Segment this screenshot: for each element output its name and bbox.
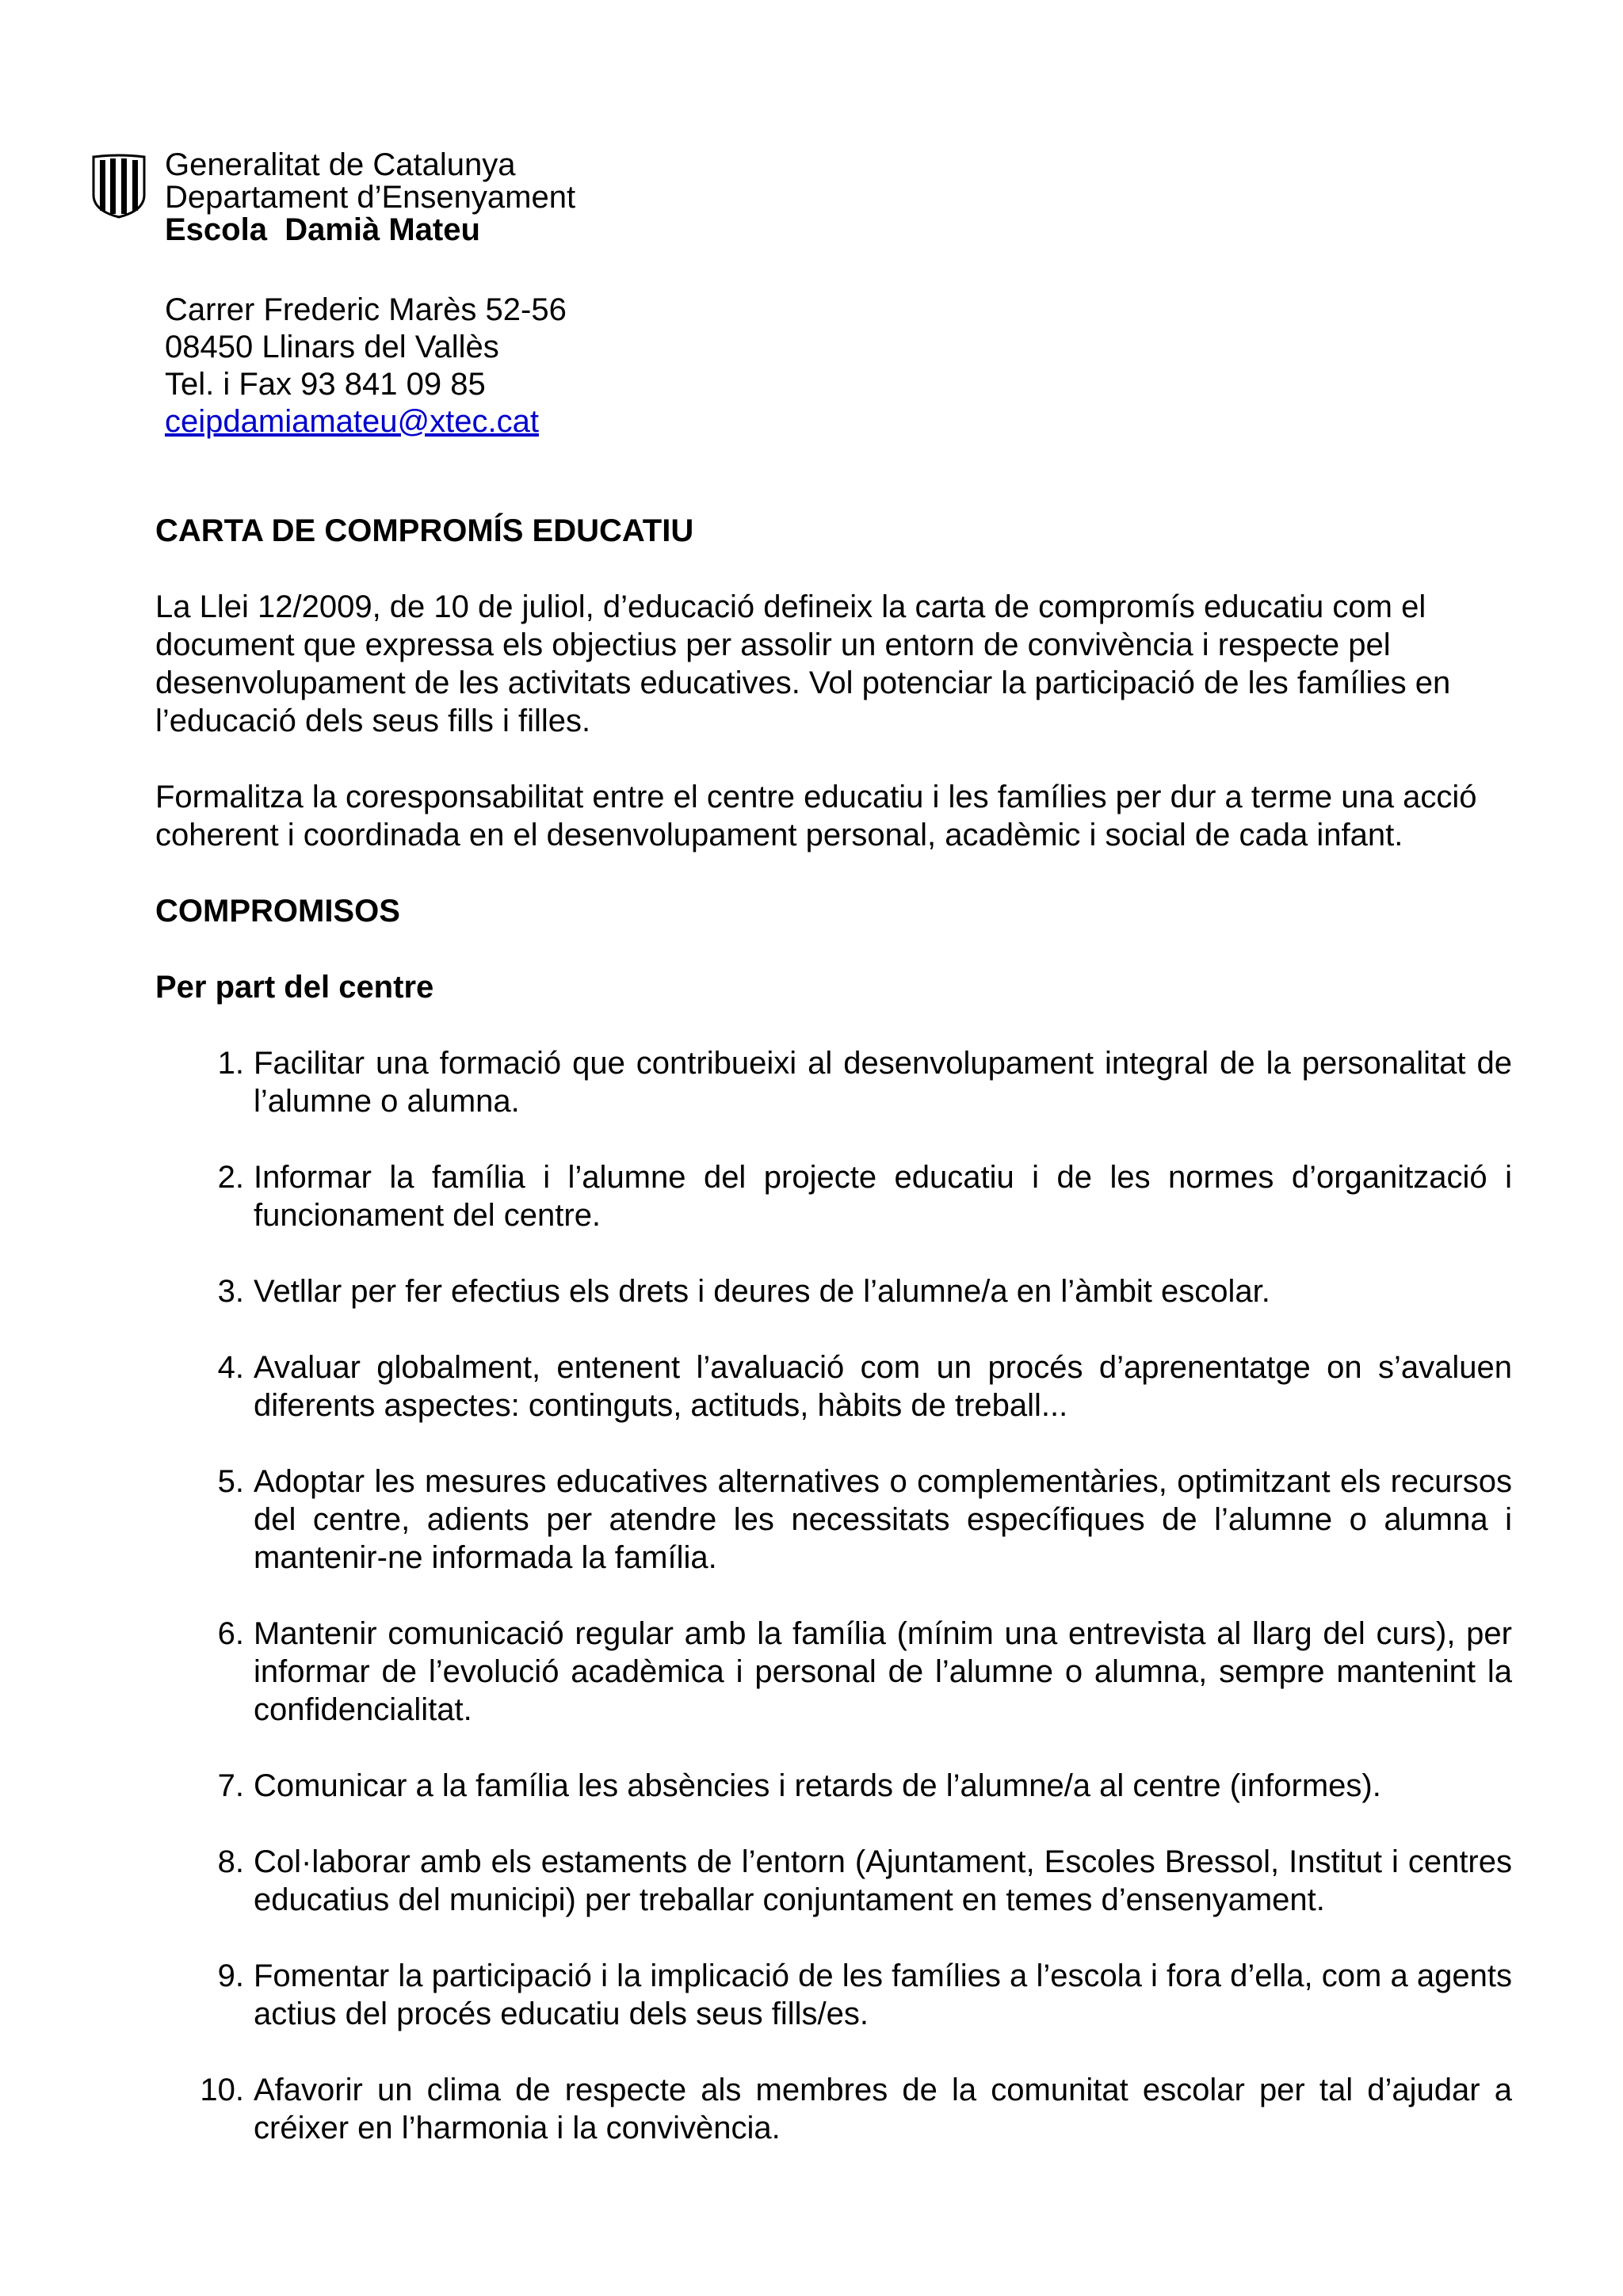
list-item xyxy=(155,1463,1512,1577)
list-item-text: Fomentar la participació i la implicació de les famílies a l’escola i fora d’ella, com a agents actius del procés educatiu dels seus fills/es. xyxy=(254,1958,1512,2031)
list-item-number: 8. xyxy=(217,1844,244,1879)
list-item-text: Afavorir un clima de respecte als membres de la comunitat escolar per tal d’ajudar a créixer en l’harmonia i la convivència. xyxy=(254,2073,1512,2145)
list-item xyxy=(155,1272,1512,1310)
intro-paragraph-1: La Llei 12/2009, de 10 de juliol, d’educació defineix la carta de compromís educatiu com el document que expressa els objectius per assolir un entorn de convivència i respecte pel desenvolupament de les activitats educatives. Vol potenciar la participació de les famílies en l’educació dels seus fills i filles. xyxy=(155,589,1451,738)
generalitat-logo-icon xyxy=(90,154,147,219)
department-name: Departament d’Ensenyament xyxy=(165,180,576,215)
list-item-number: 10. xyxy=(200,2073,244,2107)
list-item xyxy=(155,1158,1512,1234)
list-item-text: Comunicar a la família les absències i retards de l’alumne/a al centre (informes). xyxy=(254,1768,1381,1803)
list-item-number: 9. xyxy=(217,1958,244,1993)
list-item-number: 6. xyxy=(217,1616,244,1651)
list-item xyxy=(155,1767,1512,1805)
list-item-number: 2. xyxy=(217,1160,244,1195)
list-item-text: Adoptar les mesures educatives alternatives o complementàries, optimitzant els recursos del centre, adients per atendre les necessitats específiques de l’alumne o alumna i mantenir-ne informada la família. xyxy=(254,1464,1512,1575)
list-item-number: 5. xyxy=(217,1464,244,1499)
list-item-text: Vetllar per fer efectius els drets i deures de l’alumne/a en l’àmbit escolar. xyxy=(254,1274,1270,1309)
school-address xyxy=(165,292,567,441)
list-item xyxy=(155,1843,1512,1919)
address-street: Carrer Frederic Marès 52-56 xyxy=(165,292,567,327)
list-item-number: 3. xyxy=(217,1274,244,1309)
list-item-text: Col·laborar amb els estaments de l’entorn (Ajuntament, Escoles Bressol, Institut i centres educatius del municipi) per treballar conjuntament en temes d’ensenyament. xyxy=(254,1844,1512,1917)
address-city: 08450 Llinars del Vallès xyxy=(165,330,499,364)
institution-name: Generalitat de Catalunya xyxy=(165,147,516,182)
commitments-list xyxy=(155,1044,1512,2147)
list-item-text: Avaluar globalment, entenent l’avaluació com un procés d’aprenentatge on s’avaluen diferents aspectes: continguts, actituds, hàbits de treball... xyxy=(254,1350,1512,1423)
document-title: CARTA DE COMPROMÍS EDUCATIU xyxy=(155,513,694,548)
list-item xyxy=(155,1957,1512,2033)
document-body xyxy=(155,512,1512,2185)
school-name: Escola Damià Mateu xyxy=(165,212,480,247)
list-item xyxy=(155,2071,1512,2147)
list-item-text: Mantenir comunicació regular amb la família (mínim una entrevista al llarg del curs), per informar de l’evolució acadèmica i personal de l’alumne o alumna, sempre mantenint la confidencialitat. xyxy=(254,1616,1512,1727)
list-item xyxy=(155,1044,1512,1120)
address-phone: Tel. i Fax 93 841 09 85 xyxy=(165,367,486,402)
email-link[interactable]: ceipdamiamateu@xtec.cat xyxy=(165,404,539,439)
list-item-number: 4. xyxy=(217,1350,244,1385)
intro-paragraph-2: Formalitza la coresponsabilitat entre el centre educatiu i les famílies per dur a terme una acció coherent i coordinada en el desenvolupament personal, acadèmic i social de cada infant. xyxy=(155,780,1477,852)
list-item-text: Informar la família i l’alumne del projecte educatiu i de les normes d’organització i funcionament del centre. xyxy=(254,1160,1512,1233)
list-item-number: 7. xyxy=(217,1768,244,1803)
list-item-number: 1. xyxy=(217,1046,244,1081)
list-item-text: Facilitar una formació que contribueixi al desenvolupament integral de la personalitat de l’alumne o alumna. xyxy=(254,1046,1512,1119)
section-heading-compromisos: COMPROMISOS xyxy=(155,894,400,929)
list-item xyxy=(155,1615,1512,1729)
list-item xyxy=(155,1348,1512,1425)
letterhead-text xyxy=(165,149,575,246)
subsection-heading-centre: Per part del centre xyxy=(155,970,434,1005)
